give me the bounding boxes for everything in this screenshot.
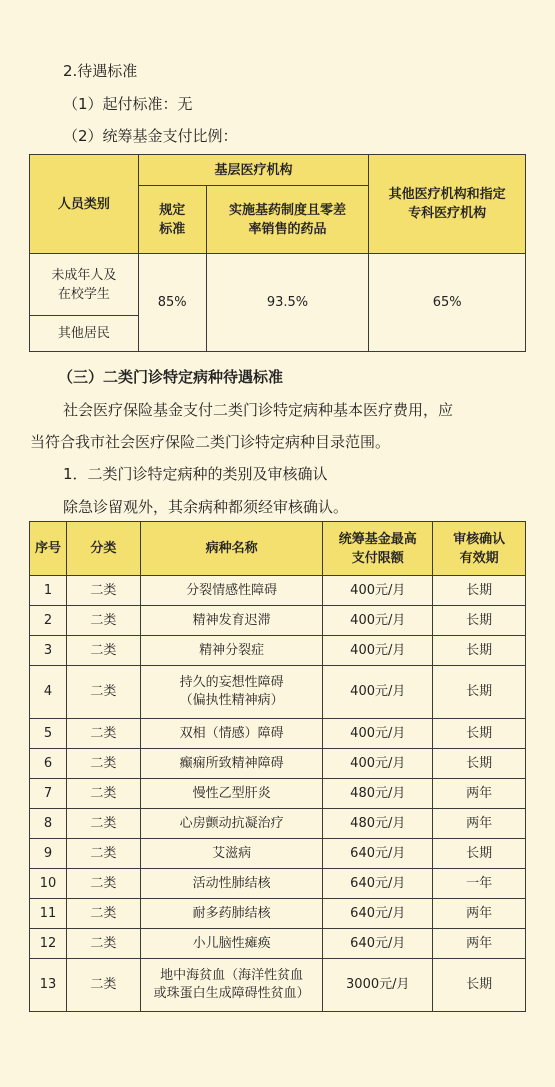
- cell-disease-name: 艾滋病: [140, 839, 323, 869]
- cell-category: 二类: [66, 666, 140, 719]
- table-row: [30, 869, 526, 899]
- table-row: [30, 719, 526, 749]
- table-row: [30, 666, 526, 719]
- cell-category: 二类: [66, 606, 140, 636]
- paragraph-2: 除急诊留观外，其余病种都须经审核确认。: [63, 498, 349, 516]
- cell-validity: 长期: [433, 749, 526, 779]
- cell-validity: 长期: [433, 666, 526, 719]
- cell-no: 1: [30, 576, 67, 606]
- cell-disease-name: 活动性肺结核: [140, 869, 323, 899]
- table-row: [30, 839, 526, 869]
- cell-category: 二类: [66, 839, 140, 869]
- table-row: [30, 779, 526, 809]
- header-essential-drugs: 实施基药制度且零差 率销售的药品: [206, 186, 369, 254]
- paragraph-1b: 当符合我市社会医疗保险二类门诊特定病种目录范围。: [30, 433, 391, 451]
- cell-category: 二类: [66, 636, 140, 666]
- cell-no: 2: [30, 606, 67, 636]
- cell-category: 二类: [66, 576, 140, 606]
- cell-disease-name: 小儿脑性瘫痪: [140, 929, 323, 959]
- cell-payment-limit: 400元/月: [323, 576, 433, 606]
- cell-validity: 长期: [433, 719, 526, 749]
- row-other-residents: 其他居民: [30, 316, 139, 352]
- table-row: [30, 606, 526, 636]
- subsection-1-title: 1．二类门诊特定病种的类别及审核确认: [63, 465, 328, 483]
- table-row: [30, 899, 526, 929]
- table-row: [30, 929, 526, 959]
- cell-payment-limit: 3000元/月: [323, 959, 433, 1012]
- cell-no: 9: [30, 839, 67, 869]
- header-person-type: 人员类别: [30, 155, 139, 254]
- cell-payment-limit: 640元/月: [323, 869, 433, 899]
- cell-payment-limit: 480元/月: [323, 779, 433, 809]
- header-no: 序号: [30, 522, 67, 576]
- cell-category: 二类: [66, 929, 140, 959]
- cell-payment-limit: 640元/月: [323, 899, 433, 929]
- deductible-line: （1）起付标准：无: [63, 95, 193, 113]
- header-disease-name: 病种名称: [140, 522, 323, 576]
- cell-disease-name: 持久的妄想性障碍 （偏执性精神病）: [140, 666, 323, 719]
- cell-payment-limit: 400元/月: [323, 749, 433, 779]
- cell-validity: 两年: [433, 809, 526, 839]
- cell-payment-limit: 640元/月: [323, 839, 433, 869]
- cell-validity: 长期: [433, 576, 526, 606]
- cell-category: 二类: [66, 899, 140, 929]
- table-row: [30, 959, 526, 1012]
- section-2-title: 2.待遇标准: [63, 62, 138, 80]
- header-other-institution: 其他医疗机构和指定 专科医疗机构: [369, 155, 526, 254]
- cell-disease-name: 双相（情感）障碍: [140, 719, 323, 749]
- section-3-title: （三）二类门诊特定病种待遇标准: [58, 368, 284, 386]
- cell-category: 二类: [66, 779, 140, 809]
- cell-category: 二类: [66, 719, 140, 749]
- header-base-institution: 基层医疗机构: [138, 155, 369, 186]
- header-regular-standard: 规定 标准: [138, 186, 206, 254]
- cell-validity: 两年: [433, 779, 526, 809]
- cell-payment-limit: 400元/月: [323, 666, 433, 719]
- cell-category: 二类: [66, 869, 140, 899]
- cell-no: 5: [30, 719, 67, 749]
- cell-no: 6: [30, 749, 67, 779]
- value-regular: 85%: [138, 254, 206, 352]
- cell-payment-limit: 480元/月: [323, 809, 433, 839]
- cell-disease-name: 地中海贫血（海洋性贫血 或珠蛋白生成障碍性贫血）: [140, 959, 323, 1012]
- disease-table: [29, 521, 526, 1012]
- cell-no: 7: [30, 779, 67, 809]
- cell-disease-name: 慢性乙型肝炎: [140, 779, 323, 809]
- cell-disease-name: 分裂情感性障碍: [140, 576, 323, 606]
- table-row: [30, 576, 526, 606]
- cell-validity: 长期: [433, 839, 526, 869]
- header-payment-limit: 统筹基金最高 支付限额: [323, 522, 433, 576]
- cell-disease-name: 心房颤动抗凝治疗: [140, 809, 323, 839]
- table-row: [30, 636, 526, 666]
- paragraph-1a: 社会医疗保险基金支付二类门诊特定病种基本医疗费用，应: [63, 401, 454, 419]
- cell-category: 二类: [66, 809, 140, 839]
- cell-validity: 一年: [433, 869, 526, 899]
- cell-disease-name: 精神发育迟滞: [140, 606, 323, 636]
- cell-no: 13: [30, 959, 67, 1012]
- cell-no: 3: [30, 636, 67, 666]
- value-essential: 93.5%: [206, 254, 369, 352]
- cell-category: 二类: [66, 749, 140, 779]
- cell-no: 10: [30, 869, 67, 899]
- cell-category: 二类: [66, 959, 140, 1012]
- payment-ratio-line: （2）统筹基金支付比例：: [63, 127, 238, 145]
- cell-payment-limit: 400元/月: [323, 606, 433, 636]
- table-row: [30, 749, 526, 779]
- cell-payment-limit: 400元/月: [323, 719, 433, 749]
- cell-payment-limit: 400元/月: [323, 636, 433, 666]
- cell-validity: 长期: [433, 606, 526, 636]
- header-validity: 审核确认 有效期: [433, 522, 526, 576]
- cell-validity: 长期: [433, 959, 526, 1012]
- cell-disease-name: 耐多药肺结核: [140, 899, 323, 929]
- cell-payment-limit: 640元/月: [323, 929, 433, 959]
- cell-validity: 两年: [433, 899, 526, 929]
- header-category: 分类: [66, 522, 140, 576]
- value-other: 65%: [369, 254, 526, 352]
- cell-validity: 长期: [433, 636, 526, 666]
- payment-ratio-table: [29, 154, 526, 352]
- cell-no: 8: [30, 809, 67, 839]
- cell-no: 11: [30, 899, 67, 929]
- cell-validity: 两年: [433, 929, 526, 959]
- cell-disease-name: 癫痫所致精神障碍: [140, 749, 323, 779]
- table-row: [30, 809, 526, 839]
- cell-disease-name: 精神分裂症: [140, 636, 323, 666]
- row-minors-students: 未成年人及 在校学生: [30, 254, 139, 316]
- cell-no: 4: [30, 666, 67, 719]
- cell-no: 12: [30, 929, 67, 959]
